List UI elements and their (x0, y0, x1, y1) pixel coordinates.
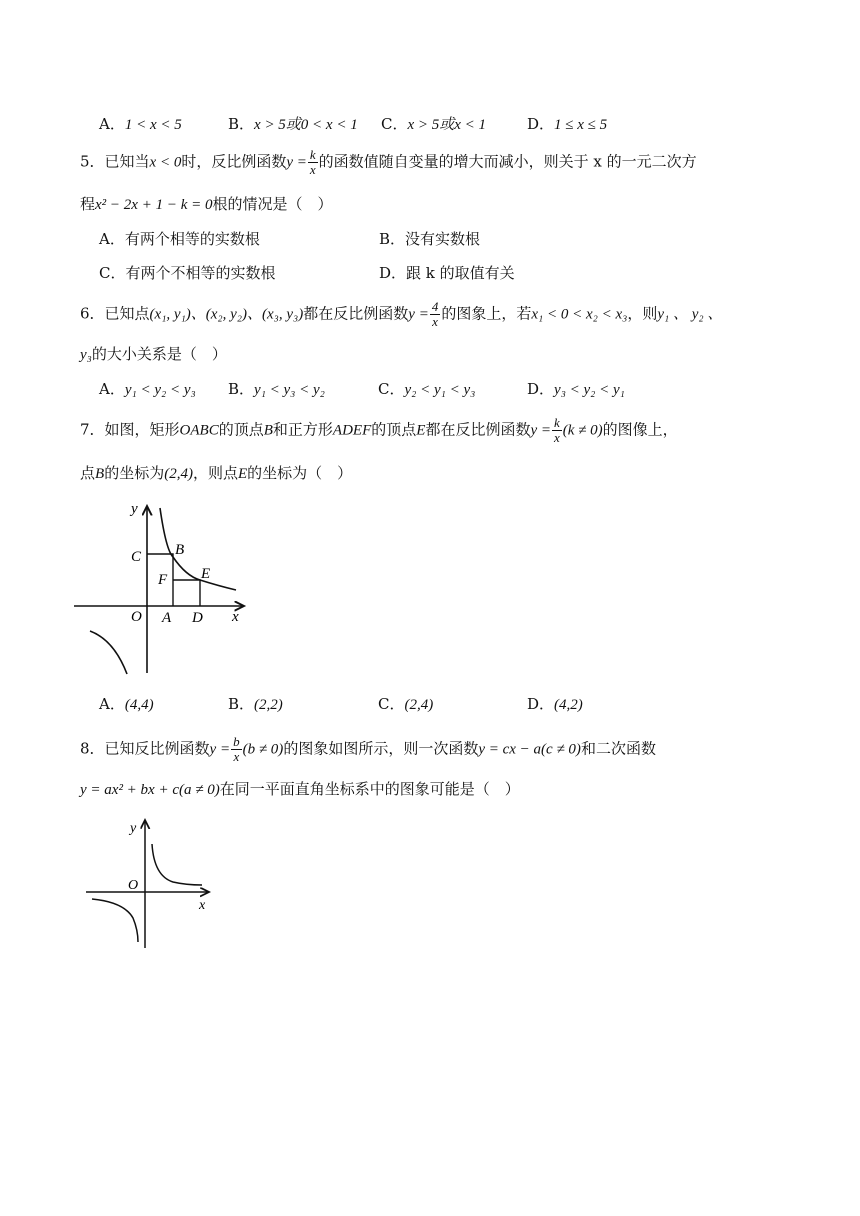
q7-rect: OABC (179, 422, 219, 439)
q7-option-b (228, 693, 283, 714)
q6-condition: x₁ < 0 < x₂ < x₃ (531, 306, 628, 323)
q6-option-a-label: A． (99, 380, 125, 398)
q5-function: y = (286, 154, 307, 171)
q7-function-condition: (k ≠ 0) (562, 422, 603, 439)
q5-fraction (308, 148, 318, 177)
q4-option-a-expr: 1 < x < 5 (124, 117, 182, 133)
label-o: O (128, 878, 139, 893)
q7-square: ADEF (332, 422, 372, 439)
curve-negative (90, 631, 127, 674)
q8-fraction-numerator: b (233, 734, 240, 749)
q4-option-b-label: B． (228, 115, 255, 133)
q4-option-b (228, 113, 358, 134)
q5-text: 5．已知当 (80, 152, 150, 171)
q5-text: 程 (80, 195, 96, 213)
label-c: C (131, 549, 142, 565)
q8-fraction (231, 735, 242, 764)
q6-option-b (228, 378, 325, 399)
label-d: D (192, 610, 203, 626)
q7-b: B (95, 466, 105, 482)
q4-option-b-expr: x > 5或0 < x < 1 (254, 117, 358, 133)
q7-option-c (378, 693, 433, 714)
q6-function: y = (408, 306, 429, 323)
label-x: x (232, 609, 239, 625)
q7-fraction-numerator: k (553, 415, 560, 430)
q4-option-d-label: D． (527, 115, 555, 133)
q8-figure (84, 814, 224, 954)
q7-text: 的顶点 (218, 420, 264, 439)
q6-points: (x₁, y₁)、(x₂, y₂)、(x₃, y₃) (149, 306, 304, 323)
q6-fraction (430, 300, 441, 329)
square-adef (173, 580, 200, 606)
q7-text: 的坐标为（ ） (247, 464, 353, 482)
q7-text: 的坐标为 (104, 464, 165, 482)
q5-option-a: A．有两个相等的实数根 (99, 230, 260, 248)
label-o: O (131, 609, 142, 625)
q7-text: 都在反比例函数 (425, 420, 531, 439)
q8-stem-line1 (80, 735, 656, 764)
q6-text: 6．已知点 (80, 304, 150, 323)
q7-e: E (237, 466, 248, 482)
q7-option-a-expr: (4,4) (124, 697, 154, 713)
label-e: E (201, 566, 211, 582)
curve-first-quadrant (152, 844, 202, 885)
q7-option-c-label: C． (378, 695, 405, 713)
q6-option-a-expr: y₁ < y₂ < y₃ (124, 382, 196, 398)
q6-text: ，则 (627, 304, 658, 323)
q7-text: 和正方形 (272, 420, 333, 439)
q6-text: 的大小关系是（ ） (91, 345, 227, 363)
q7-text: 的图像上， (602, 420, 678, 439)
q8-text: 8．已知反比例函数 (80, 739, 210, 758)
q4-option-a (99, 113, 182, 134)
q6-option-b-label: B． (228, 380, 255, 398)
label-a: A (162, 610, 172, 626)
q6-option-d-label: D． (527, 380, 555, 398)
q7-option-d (527, 693, 583, 714)
q7-b: B (263, 422, 273, 439)
q6-option-c (378, 378, 475, 399)
label-x: x (199, 898, 206, 913)
q8-function-condition: (b ≠ 0) (242, 741, 284, 758)
q6-stem-line1 (80, 300, 722, 329)
q6-fraction-numerator: 4 (431, 299, 439, 314)
q8-text: 的图象如图所示，则一次函数 (283, 739, 479, 758)
curve-third-quadrant (92, 899, 138, 942)
q7-e: E (416, 422, 426, 439)
q6-y3: y₃ (80, 347, 92, 363)
q6-text: 都在反比例函数 (303, 304, 409, 323)
q8-quadratic-function: y = ax² + bx + c(a ≠ 0) (80, 782, 220, 798)
q5-option-d: D．跟 k 的取值有关 (379, 264, 515, 282)
q6-text: 的图象上，若 (441, 304, 532, 323)
q6-option-c-expr: y₂ < y₁ < y₃ (404, 382, 476, 398)
q7-option-d-expr: (4,2) (554, 697, 583, 713)
q4-option-d (527, 113, 607, 134)
q7-b-coord: (2,4) (164, 466, 193, 482)
q5-text: 时，反比例函数 (181, 152, 287, 171)
q7-option-a-label: A． (99, 695, 125, 713)
q8-stem-line2 (80, 778, 520, 799)
label-f: F (158, 572, 168, 588)
q5-text: 的函数值随自变量的增大而减小，则关于 x 的一元二次方 (318, 152, 697, 171)
q7-option-d-label: D． (527, 695, 555, 713)
q7-text: 点 (80, 464, 96, 482)
q7-option-a (99, 693, 154, 714)
q6-fraction-denominator: x (432, 314, 438, 329)
q6-option-c-label: C． (378, 380, 405, 398)
q7-text: ，则点 (192, 464, 238, 482)
label-y: y (131, 501, 138, 517)
q6-option-b-expr: y₁ < y₃ < y₂ (254, 382, 325, 398)
q6-option-a (99, 378, 196, 399)
q8-text: 在同一平面直角坐标系中的图象可能是（ ） (219, 780, 520, 798)
q5-fraction-denominator: x (309, 162, 316, 177)
q6-option-d-expr: y₃ < y₂ < y₁ (554, 382, 625, 398)
q4-option-c (381, 113, 486, 134)
q7-fraction-denominator: x (553, 430, 560, 445)
q8-text: 和二次函数 (580, 739, 656, 758)
q7-function: y = (530, 422, 551, 439)
q8-fraction-denominator: x (233, 749, 240, 764)
q6-option-d (527, 378, 625, 399)
q7-text: 的顶点 (371, 420, 417, 439)
q5-option-c: C．有两个不相等的实数根 (99, 264, 276, 282)
q8-linear-function: y = cx − a(c ≠ 0) (478, 741, 581, 758)
q7-option-c-expr: (2,4) (404, 697, 434, 713)
q5-condition: x < 0 (149, 154, 182, 171)
q8-function: y = (209, 741, 231, 758)
q4-option-a-label: A． (99, 115, 125, 133)
q7-fraction (552, 416, 562, 445)
label-y: y (130, 821, 137, 836)
q7-text: 7．如图，矩形 (80, 420, 180, 439)
curve-positive (160, 508, 236, 590)
q7-stem-line1 (80, 416, 678, 445)
q5-text: 根的情况是（ ） (212, 195, 333, 213)
q7-option-b-expr: (2,2) (254, 697, 283, 713)
q4-option-c-expr: x > 5或x < 1 (407, 117, 487, 133)
q4-option-c-label: C． (381, 115, 408, 133)
q7-option-b-label: B． (228, 695, 255, 713)
q5-stem-line1 (80, 148, 697, 177)
q4-option-d-expr: 1 ≤ x ≤ 5 (554, 117, 608, 133)
q5-fraction-numerator: k (309, 147, 316, 162)
q7-figure (74, 498, 254, 680)
q5-equation: x² − 2x + 1 − k = 0 (95, 197, 213, 213)
q6-stem-line2 (80, 343, 227, 364)
q5-option-b: B．没有实数根 (379, 230, 481, 248)
q5-stem-line2 (80, 193, 333, 214)
q7-stem-line2 (80, 462, 352, 483)
label-b: B (175, 542, 185, 558)
q6-ys: y₁ 、 y₂ 、 (657, 306, 723, 323)
